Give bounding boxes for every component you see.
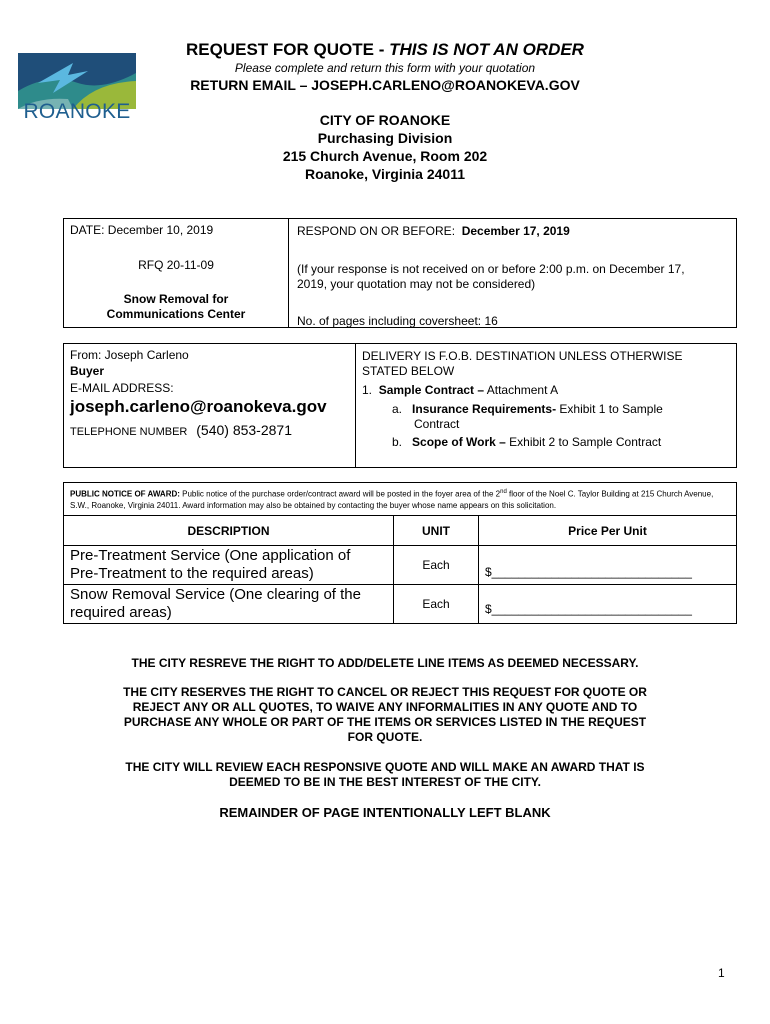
statement-line: REMAINDER OF PAGE INTENTIONALLY LEFT BLANK <box>219 805 551 820</box>
attachment-subitem <box>392 402 663 416</box>
page-number: 1 <box>718 966 725 980</box>
address-line: 215 Church Avenue, Room 202 <box>282 148 488 164</box>
row-unit: Each <box>422 558 450 572</box>
divider <box>355 344 356 467</box>
contact-delivery-box <box>63 343 737 468</box>
subitem-desc: Exhibit 2 to Sample Contract <box>505 435 662 449</box>
late-note-line: 2019, your quotation may not be considered) <box>297 277 536 291</box>
item-desc: Attachment A <box>484 383 559 397</box>
statement-line: THE CITY RESREVE THE RIGHT TO ADD/DELETE LINE ITEMS AS DEEMED NECESSARY. <box>131 656 639 670</box>
return-email: RETURN EMAIL – JOSEPH.CARLENO@ROANOKEVA.GOV <box>190 77 580 93</box>
statement-line: PURCHASE ANY WHOLE OR PART OF THE ITEMS OR SERVICES LISTED IN THE REQUEST <box>123 715 647 729</box>
table-rule <box>64 584 736 585</box>
respond-date: December 17, 2019 <box>461 224 570 238</box>
date-text: DATE: December 10, 2019 <box>70 223 214 237</box>
rfq-title-line: Snow Removal for <box>123 292 229 306</box>
late-note-line: (If your response is not received on or before 2:00 p.m. on December 17, <box>297 262 685 276</box>
subitem-letter: b. <box>392 435 403 449</box>
row-description: required areas) <box>70 604 172 621</box>
notice-superscript: nd <box>500 489 507 495</box>
column-header-description: DESCRIPTION <box>187 524 270 538</box>
notice-text: floor of the Noel C. Taylor Building at 215 Church Avenue, S.W., Roanoke, Virginia 24011. Award information may also be obtained by contacting the buyer whose name appears on this solicitation. <box>70 489 714 510</box>
notice-text: Public notice of the purchase order/contract award will be posted in the foyer area of the 2 <box>179 489 501 499</box>
delivery-line: STATED BELOW <box>362 364 455 378</box>
statement-line: DEEMED TO BE IN THE BEST INTEREST OF THE CITY. <box>229 775 541 789</box>
statement-line: THE CITY RESERVES THE RIGHT TO CANCEL OR REJECT THIS REQUEST FOR QUOTE OR <box>123 685 647 699</box>
subitem-letter: a. <box>392 402 403 416</box>
price-entry-field[interactable]: $______________________________ <box>485 602 692 616</box>
public-notice <box>70 487 730 511</box>
rfq-title-line: Communications Center <box>106 307 246 321</box>
statement-line: THE CITY WILL REVIEW EACH RESPONSIVE QUOTE AND WILL MAKE AN AWARD THAT IS <box>125 760 645 774</box>
row-description: Snow Removal Service (One clearing of the <box>70 586 361 603</box>
page-count: No. of pages including coversheet: 16 <box>297 314 498 328</box>
rfq-info-box <box>63 218 737 328</box>
delivery-line: DELIVERY IS F.O.B. DESTINATION UNLESS OTHERWISE <box>362 349 683 363</box>
subitem-desc: Exhibit 1 to Sample <box>556 402 663 416</box>
notice-label: PUBLIC NOTICE OF AWARD: <box>70 489 180 499</box>
pricing-box <box>63 482 737 624</box>
respond-label: RESPOND ON OR BEFORE: <box>297 224 456 238</box>
telephone <box>70 422 292 440</box>
row-description: Pre-Treatment Service (One application of <box>70 547 351 564</box>
telephone-number: (540) 853-2871 <box>196 422 292 438</box>
attachment-subitem <box>392 435 661 449</box>
buyer-email-link[interactable]: joseph.carleno@roanokeva.gov <box>70 397 327 416</box>
row-unit: Each <box>422 597 450 611</box>
table-row <box>70 547 350 583</box>
page-title <box>150 40 620 60</box>
title-main: REQUEST FOR QUOTE - <box>186 40 390 59</box>
row-description: Pre-Treatment to the required areas) <box>70 565 314 582</box>
address-line: Purchasing Division <box>317 130 453 146</box>
attachment-item <box>362 383 558 397</box>
rfq-number: RFQ 20-11-09 <box>138 258 214 272</box>
column-header-unit: UNIT <box>422 524 450 538</box>
statement-line: REJECT ANY OR ALL QUOTES, TO WAIVE ANY INFORMALITIES IN ANY QUOTE AND TO <box>132 700 638 714</box>
table-rule <box>64 545 736 546</box>
item-number: 1. <box>362 383 373 397</box>
subitem-desc-cont: Contract <box>414 417 460 431</box>
title-emphasis: THIS IS NOT AN ORDER <box>389 40 584 59</box>
table-row <box>70 586 361 622</box>
subitem-title: Insurance Requirements- <box>412 402 557 416</box>
respond-by <box>297 224 570 238</box>
address-line: Roanoke, Virginia 24011 <box>304 166 466 182</box>
subitem-title: Scope of Work – <box>412 435 506 449</box>
table-rule <box>64 515 736 516</box>
statement-line: FOR QUOTE. <box>347 730 423 744</box>
address-line: CITY OF ROANOKE <box>319 112 451 128</box>
column-header-price: Price Per Unit <box>568 524 647 538</box>
subtitle: Please complete and return this form with your quotation <box>234 61 536 75</box>
price-entry-field[interactable]: $______________________________ <box>485 565 692 579</box>
logo-wordmark: ROANOKE <box>23 100 131 123</box>
email-label: E-MAIL ADDRESS: <box>70 381 174 395</box>
from-text: From: Joseph Carleno <box>70 348 189 362</box>
telephone-label: TELEPHONE NUMBER <box>70 426 188 438</box>
buyer-role: Buyer <box>70 364 105 378</box>
item-title: Sample Contract – <box>378 383 485 397</box>
divider <box>288 219 289 327</box>
